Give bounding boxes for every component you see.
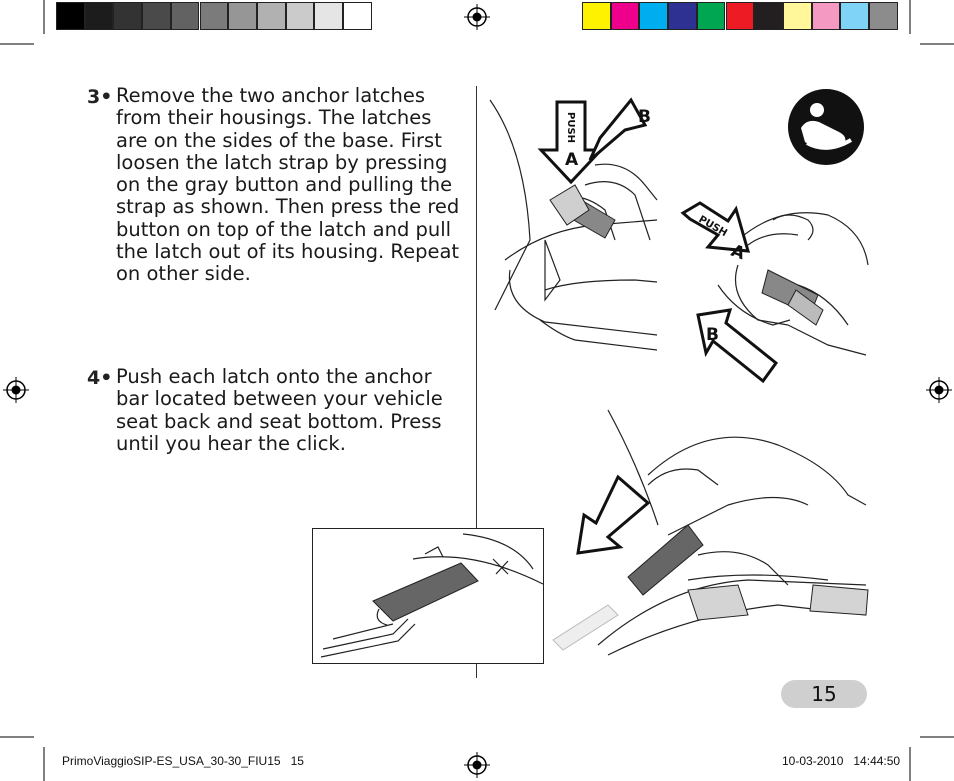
push-label: PUSH <box>565 112 576 144</box>
step-number-value: 4 <box>87 367 101 389</box>
latch-detail-inset <box>312 528 544 664</box>
registration-mark-icon <box>1 375 31 405</box>
label-b: B <box>638 107 651 127</box>
direction-arrow-icon <box>590 100 645 160</box>
color-swatch <box>668 2 697 30</box>
color-swatch <box>85 2 114 30</box>
color-swatch <box>812 2 841 30</box>
color-swatch <box>56 2 85 30</box>
registration-mark-icon <box>462 750 492 780</box>
step-bullet: • <box>100 86 113 108</box>
footer-datetime: 10-03-2010 14:44:50 <box>782 754 901 768</box>
latch-strap-illustration <box>678 185 870 385</box>
color-swatch <box>113 2 142 30</box>
step-4-number <box>87 367 112 389</box>
color-swatch <box>286 2 315 30</box>
direction-arrow-icon <box>578 477 648 553</box>
label-a: A <box>728 240 748 265</box>
color-swatch <box>582 2 611 30</box>
page-number: 15 <box>781 680 867 708</box>
color-swatch <box>171 2 200 30</box>
color-swatch <box>228 2 257 30</box>
step-number-value: 3 <box>87 86 101 108</box>
color-swatch <box>142 2 171 30</box>
anchor-attach-illustration <box>548 405 870 663</box>
color-swatch <box>639 2 668 30</box>
label-b: B <box>706 325 719 345</box>
color-swatch <box>611 2 640 30</box>
color-swatch <box>343 2 372 30</box>
footer-file-label: PrimoViaggioSIP-ES_USA_30-30_FIU15 15 <box>62 754 304 768</box>
color-swatch <box>726 2 755 30</box>
color-swatch <box>314 2 343 30</box>
color-swatch <box>783 2 812 30</box>
color-swatch <box>697 2 726 30</box>
label-a: A <box>565 150 579 170</box>
step-4-text: Push each latch onto the anchor bar located between your vehicle seat back and seat bottom. Press until you hear the click. <box>116 365 443 455</box>
color-swatch <box>257 2 286 30</box>
latch-detail-illustration <box>313 529 543 663</box>
registration-mark-icon <box>462 2 492 32</box>
step-bullet: • <box>100 367 113 389</box>
step-3-number <box>87 86 112 108</box>
registration-mark-icon <box>924 375 954 405</box>
step-3-text: Remove the two anchor latches from their housings. The latches are on the sides of the base. First loosen the latch strap by pressing on the gray button and pulling the strap as shown. Then press the red button on top of the latch and pull the latch out of its housing. Repeat on other side. <box>116 84 460 286</box>
push-label: PUSH <box>696 214 729 240</box>
infant-seat-icon <box>787 88 865 166</box>
color-swatch <box>840 2 869 30</box>
color-swatch <box>869 2 898 30</box>
color-swatch <box>200 2 229 30</box>
color-swatch <box>754 2 783 30</box>
latch-release-illustration <box>485 90 665 355</box>
